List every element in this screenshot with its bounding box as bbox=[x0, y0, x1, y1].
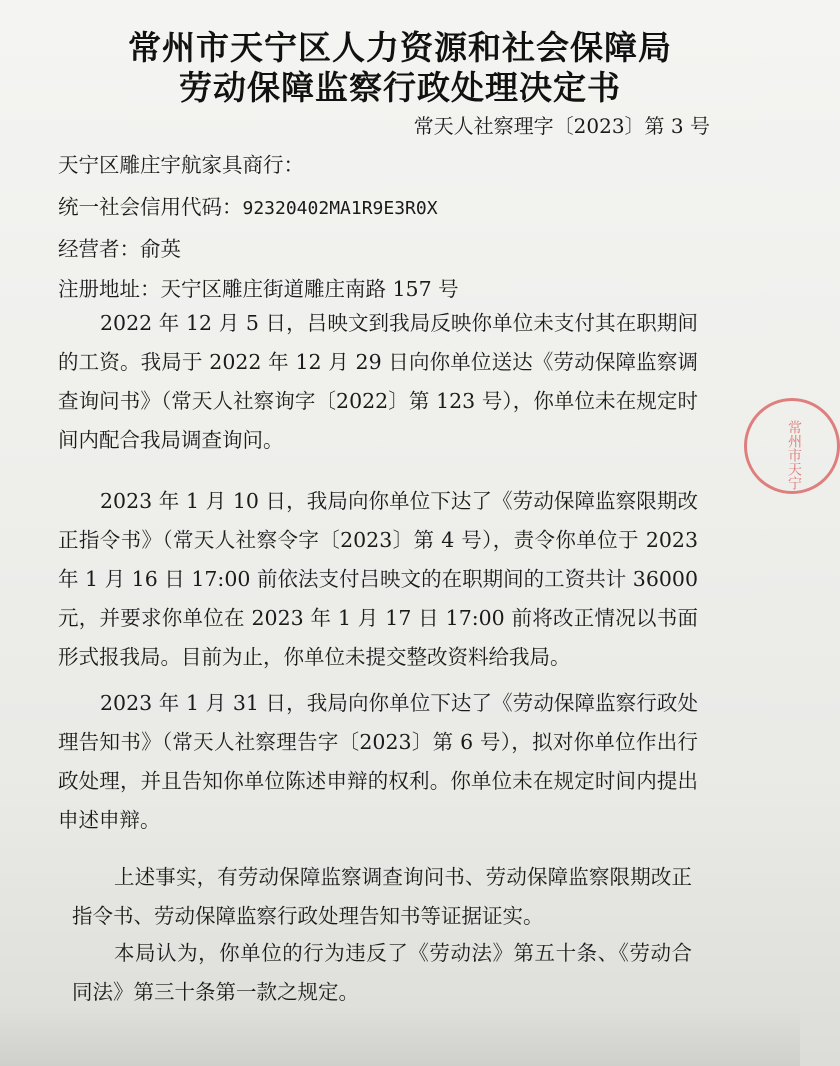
credit-code-value: 92320402MA1R9E3R0X bbox=[242, 198, 438, 219]
credit-code-label: 统一社会信用代码： bbox=[58, 195, 243, 219]
address-line: 注册地址：天宁区雕庄街道雕庄南路 157 号 bbox=[58, 277, 459, 301]
paragraph-2: 2023 年 1 月 10 日，我局向你单位下达了《劳动保障监察限期改正指令书》（常天人社察令字〔2023〕第 4 号），责令你单位于 2023 年 1 月 16 日 17:00 前依法支付吕映文的在职期间的工资共计 36000 元，并要求你单位在 2023 年 1 月 17 日 17:00 前将改正情况以书面形式报我局。目前为止，你单位未提交整改资料给我局。 bbox=[58, 489, 698, 669]
document-title-line2: 劳动保障监察行政处理决定书 bbox=[179, 68, 621, 107]
official-seal-text: 常州市天宁 bbox=[786, 420, 802, 490]
addressee: 天宁区雕庄宇航家具商行： bbox=[58, 153, 304, 177]
credit-code-line bbox=[58, 190, 438, 220]
paragraph-4: 上述事实，有劳动保障监察调查询问书、劳动保障监察限期改正指令书、劳动保障监察行政处理告知书等证据证实。 bbox=[72, 865, 692, 928]
paragraph-3: 2023 年 1 月 31 日，我局向你单位下达了《劳动保障监察行政处理告知书》（常天人社察理告字〔2023〕第 6 号），拟对你单位作出行政处理，并且告知你单位陈述申辩的权利。你单位未在规定时间内提出申述申辩。 bbox=[58, 691, 698, 832]
document-number: 常天人社察理字〔2023〕第 3 号 bbox=[413, 114, 710, 138]
paragraph-1: 2022 年 12 月 5 日，吕映文到我局反映你单位未支付其在职期间的工资。我局于 2022 年 12 月 29 日向你单位送达《劳动保障监察调查询问书》（常天人社察询字〔2022〕第 123 号），你单位未在规定时间内配合我局调查询问。 bbox=[58, 311, 698, 452]
document-title-line1: 常州市天宁区人力资源和社会保障局 bbox=[128, 28, 672, 67]
page-shadow bbox=[0, 1006, 800, 1066]
operator-line: 经营者：俞英 bbox=[58, 237, 181, 261]
paragraph-5: 本局认为，你单位的行为违反了《劳动法》第五十条、《劳动合同法》第三十条第一款之规定。 bbox=[72, 941, 692, 1004]
